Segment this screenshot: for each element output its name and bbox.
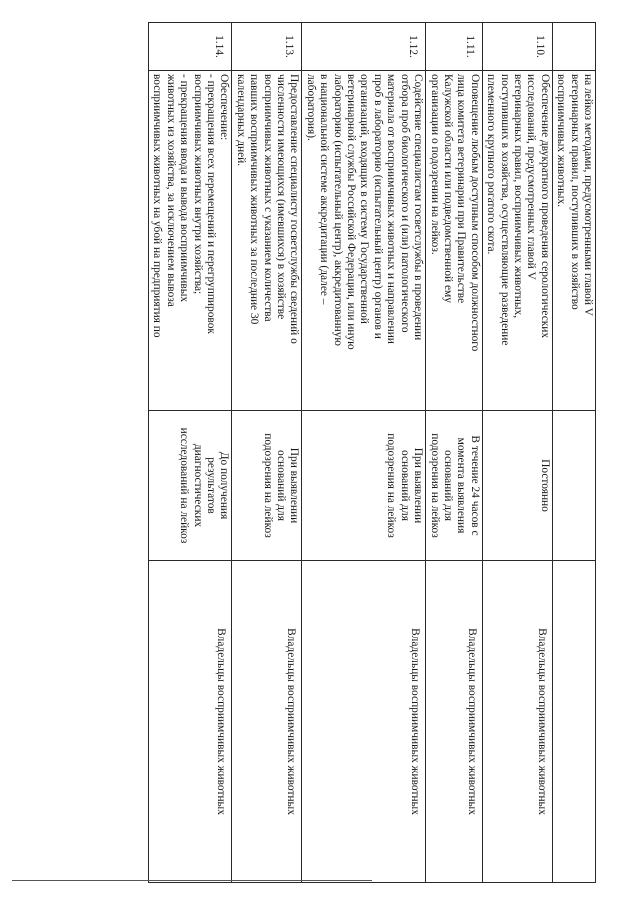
measure-responsible bbox=[552, 561, 595, 883]
measure-line: - прекращения ввода и вывода восприимчивых bbox=[178, 74, 191, 303]
page-bottom-rule bbox=[12, 880, 372, 881]
measure-line: ветеринарных правил, восприимчивых животных, bbox=[511, 74, 524, 319]
table-row bbox=[552, 23, 595, 883]
deadline-line: Постоянно bbox=[538, 459, 551, 512]
measure-responsible: Владельцы восприимчивых животных bbox=[426, 561, 483, 883]
deadline-line: исследований на лейкоз bbox=[178, 427, 191, 544]
measure-description bbox=[149, 71, 232, 411]
measure-line: отбора проб биологического и (или) патологического bbox=[398, 74, 411, 333]
measure-line: племенного крупного рогатого скота. bbox=[485, 74, 498, 255]
measure-deadline bbox=[552, 411, 595, 561]
row-number bbox=[552, 23, 595, 71]
table-row bbox=[482, 23, 552, 883]
measure-description bbox=[482, 71, 552, 411]
measure-responsible: Владельцы восприимчивых животных bbox=[482, 561, 552, 883]
measure-line: организации о подозрении на лейкоз. bbox=[428, 74, 441, 255]
measure-line: поступивших в хозяйства, осуществляющие разведение bbox=[498, 74, 511, 346]
measure-line: лаборатория). bbox=[304, 74, 317, 141]
measures-table bbox=[148, 22, 596, 883]
row-number: 1.11. bbox=[426, 23, 483, 71]
deadline-line: подозрения на лейкоз bbox=[385, 433, 398, 538]
measure-description bbox=[302, 71, 426, 411]
measure-responsible: Владельцы восприимчивых животных bbox=[149, 561, 232, 883]
measure-line: организаций, входящих в систему Государственной bbox=[358, 74, 371, 324]
measure-line: восприимчивых животных. bbox=[555, 74, 568, 208]
deadline-line: оснований для bbox=[275, 450, 288, 521]
table-row bbox=[149, 23, 232, 883]
measure-line: Предоставление специалисту госветслужбы сведений о bbox=[288, 74, 301, 344]
measure-line: на лейкоз методами, предусмотренными главой V bbox=[582, 74, 594, 316]
measure-line: восприимчивых животных внутри хозяйства; bbox=[191, 74, 204, 295]
deadline-line: диагностических bbox=[191, 443, 204, 528]
measure-line: проб в лабораторию (испытательный центр) органов и bbox=[371, 74, 384, 339]
measure-line: - прекращения всех перемещений и перегруппировок bbox=[205, 74, 218, 334]
measure-deadline bbox=[149, 411, 232, 561]
row-number: 1.12. bbox=[302, 23, 426, 71]
measure-description bbox=[232, 71, 302, 411]
deadline-line: При выявлении bbox=[412, 447, 425, 524]
deadline-line: момента выявления bbox=[455, 437, 468, 534]
measure-line: ветеринарных правил, поступивших в хозяйство bbox=[568, 74, 581, 310]
measure-line: павших восприимчивых животных за последние 30 bbox=[248, 74, 261, 325]
measure-line: календарных дней. bbox=[234, 74, 247, 167]
measure-description bbox=[426, 71, 483, 411]
measure-deadline bbox=[482, 411, 552, 561]
deadline-line: При выявлении bbox=[288, 447, 301, 524]
rotated-page bbox=[36, 22, 596, 882]
measure-line: Содействие специалистам госветслужбы в проведении bbox=[412, 74, 425, 341]
deadline-line: До получения bbox=[218, 451, 231, 520]
measure-line: материала от восприимчивых животных и направлении bbox=[385, 74, 398, 344]
measure-responsible: Владельцы восприимчивых животных bbox=[232, 561, 302, 883]
measure-line: Обеспечение двукратного проведения серологических bbox=[538, 74, 551, 339]
table-row bbox=[426, 23, 483, 883]
row-number: 1.14. bbox=[149, 23, 232, 71]
row-number: 1.10. bbox=[482, 23, 552, 71]
deadline-line: оснований для bbox=[398, 450, 411, 521]
deadline-line: оснований для bbox=[441, 450, 454, 521]
measure-description bbox=[552, 71, 595, 411]
measure-line: Калужской области или подведомственной ему bbox=[441, 74, 454, 303]
measure-line: животных из хозяйства, за исключением вывоза bbox=[164, 74, 177, 307]
measure-line: Обеспечение: bbox=[218, 74, 231, 141]
table-row bbox=[302, 23, 426, 883]
measures-table-body bbox=[149, 23, 596, 883]
measure-deadline bbox=[426, 411, 483, 561]
deadline-line: В течение 24 часов с bbox=[468, 435, 481, 536]
measure-line: численности имеющихся (имевшихся) в хозяйстве bbox=[275, 74, 288, 320]
measure-line: лица комитета ветеринарии при Правительстве bbox=[455, 74, 468, 304]
measure-line: исследований, предусмотренных главой V bbox=[525, 74, 538, 280]
deadline-line: результатов bbox=[205, 457, 218, 514]
measure-deadline bbox=[302, 411, 426, 561]
table-row bbox=[232, 23, 302, 883]
measure-line: ветеринарной службы Российской Федерации, или иную bbox=[345, 74, 358, 350]
measure-line: восприимчивых животных на убой на предприятия по bbox=[151, 74, 164, 338]
measure-responsible: Владельцы восприимчивых животных bbox=[302, 561, 426, 883]
measure-line: лабораторию (испытательный центр), аккредитованную bbox=[331, 74, 344, 346]
measure-line: в национальной системе аккредитации (далее – bbox=[318, 74, 331, 305]
measure-line: Оповещение любым доступным способом должностного bbox=[468, 74, 481, 352]
row-number: 1.13. bbox=[232, 23, 302, 71]
measure-line: восприимчивых животных с указанием количества bbox=[261, 74, 274, 322]
deadline-line: подозрения на лейкоз bbox=[428, 433, 441, 538]
deadline-line: подозрения на лейкоз bbox=[261, 433, 274, 538]
measure-deadline bbox=[232, 411, 302, 561]
